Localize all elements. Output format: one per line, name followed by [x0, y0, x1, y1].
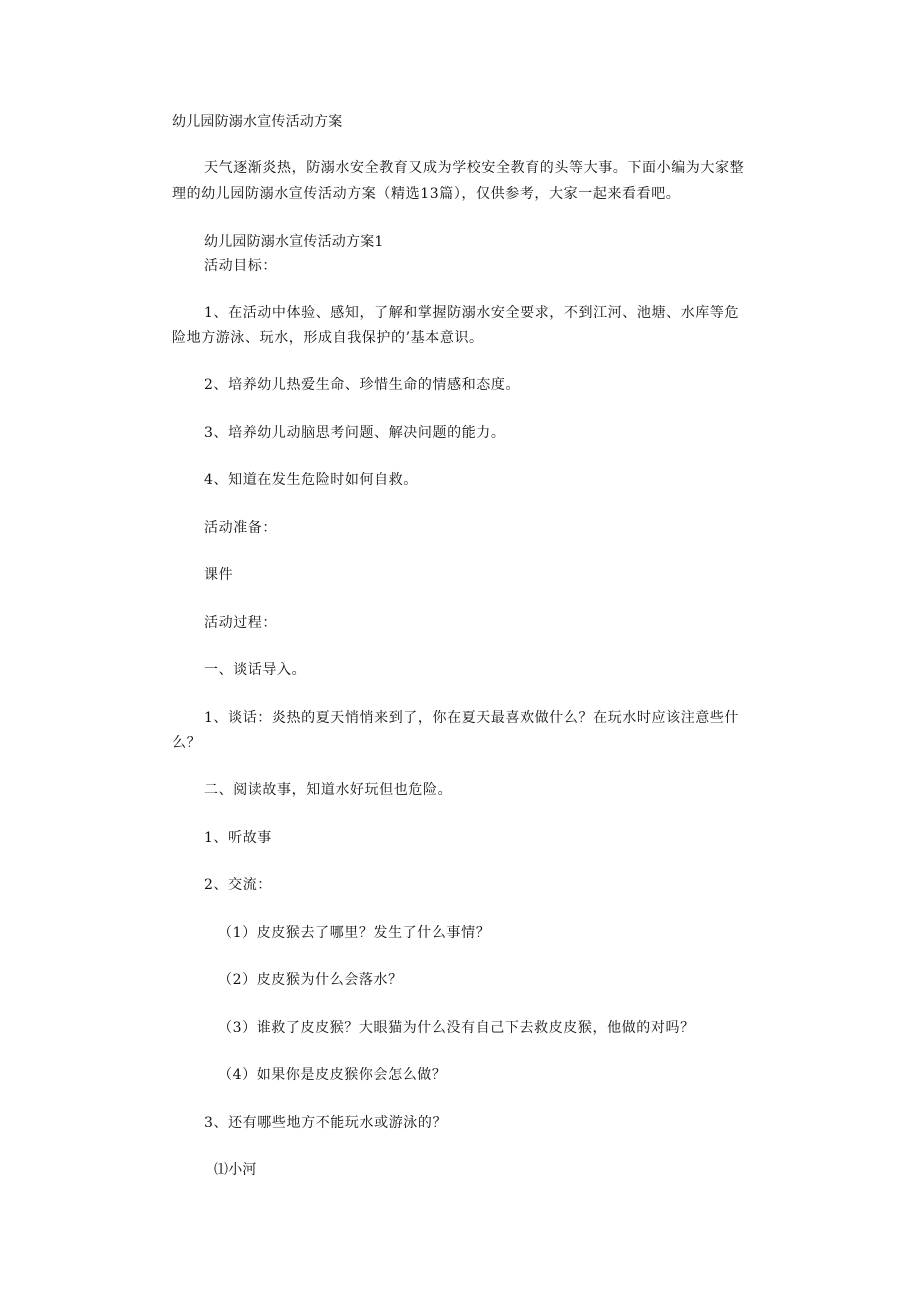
goal-item-2: 2、培养幼儿热爱生命、珍惜生命的情感和态度。	[204, 377, 521, 393]
process-step-1-item-1-line-2: 么？	[172, 735, 202, 751]
process-step-2-item-2: 2、交流：	[204, 877, 272, 893]
process-step-1: 一、谈话导入。	[204, 662, 307, 678]
process-step-1-item-1-line-1: 1、谈话：炎热的夏天悄悄来到了，你在夏天最喜欢做什么？在玩水时应该注意些什	[204, 710, 740, 726]
goal-item-4: 4、知道在发生危险时如何自救。	[204, 472, 418, 488]
preparation-item: 课件	[204, 567, 234, 583]
discussion-question-3: （3）谁救了皮皮猴？大眼猫为什么没有自己下去救皮皮猴，他做的对吗？	[218, 1020, 695, 1036]
unsafe-place-item-1: ⑴小河	[214, 1162, 257, 1178]
discussion-question-1: （1）皮皮猴去了哪里？发生了什么事情？	[218, 925, 491, 941]
process-step-2: 二、阅读故事，知道水好玩但也危险。	[204, 782, 453, 798]
process-step-2-item-1: 1、听故事	[204, 830, 272, 846]
section-title: 幼儿园防溺水宣传活动方案1	[204, 234, 384, 250]
discussion-question-2: （2）皮皮猴为什么会落水？	[218, 972, 403, 988]
goal-item-3: 3、培养幼儿动脑思考问题、解决问题的能力。	[204, 425, 506, 441]
intro-paragraph-line-2: 理的幼儿园防溺水宣传活动方案（精选13篇），仅供参考，大家一起来看看吧。	[172, 186, 681, 202]
document-title: 幼儿园防溺水宣传活动方案	[172, 114, 343, 130]
activity-preparation-heading: 活动准备：	[204, 520, 277, 536]
discussion-question-4: （4）如果你是皮皮猴你会怎么做？	[218, 1067, 447, 1083]
activity-goals-heading: 活动目标：	[204, 258, 277, 274]
process-step-2-item-3: 3、还有哪些地方不能玩水或游泳的？	[204, 1115, 448, 1131]
goal-item-1-line-2: 险地方游泳、玩水，形成自我保护的’基本意识。	[172, 330, 484, 346]
intro-paragraph-line-1: 天气逐渐炎热，防溺水安全教育又成为学校安全教育的头等大事。下面小编为大家整	[204, 160, 745, 176]
goal-item-1-line-1: 1、在活动中体验、感知，了解和掌握防溺水安全要求，不到江河、池塘、水库等危	[204, 305, 740, 321]
activity-process-heading: 活动过程：	[204, 615, 277, 631]
